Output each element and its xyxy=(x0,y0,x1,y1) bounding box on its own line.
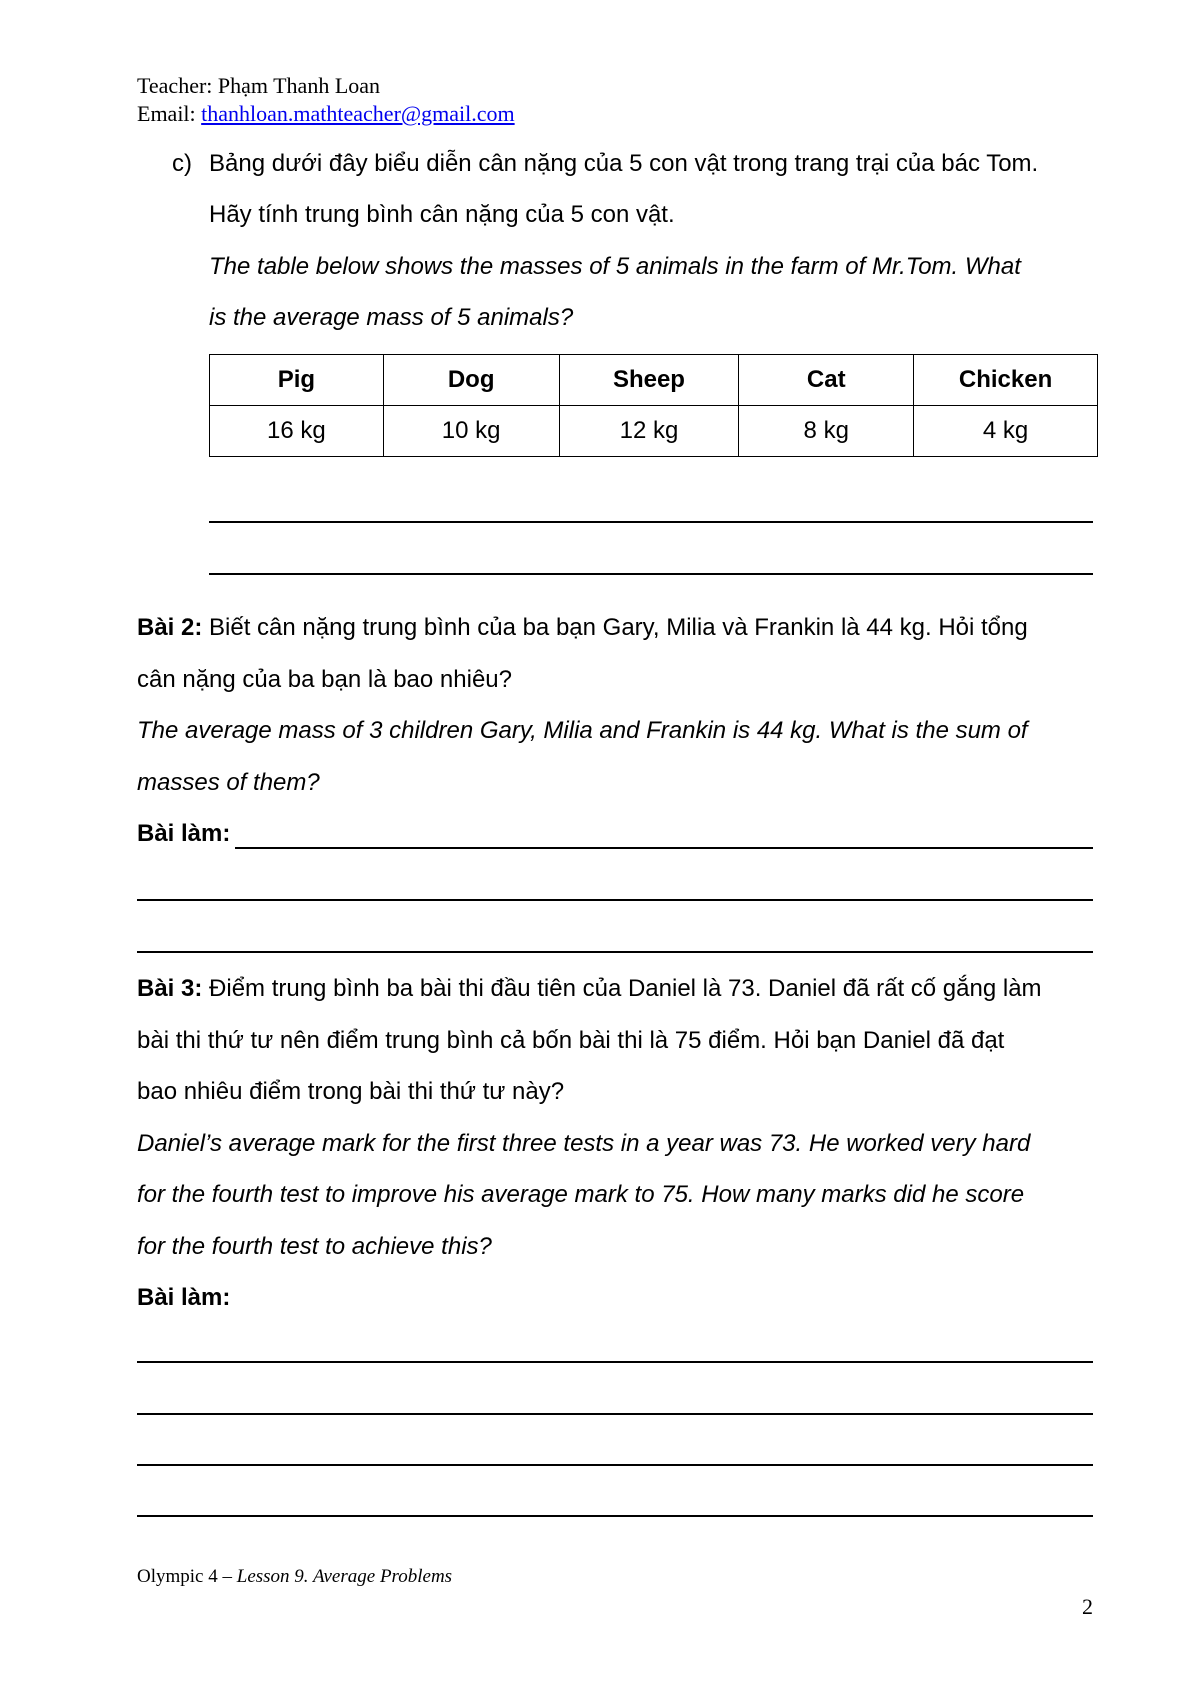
answer-line xyxy=(137,1361,1093,1363)
part-c-en-line-1: The table below shows the masses of 5 animals in the farm of Mr.Tom. What xyxy=(209,253,1021,280)
answer-line xyxy=(137,1464,1093,1466)
bai3-vi-line-2: bài thi thứ tư nên điểm trung bình cả bốn bài thi là 75 điểm. Hỏi bạn Daniel đã đạt xyxy=(137,1027,1005,1054)
table-header-cell: Dog xyxy=(383,355,559,406)
animal-mass-table xyxy=(209,354,1098,457)
bai3-vi-text-1: Điểm trung bình ba bài thi đầu tiên của Daniel là 73. Daniel đã rất cố gắng làm xyxy=(202,975,1042,1002)
table-header-cell: Cat xyxy=(739,355,914,406)
footer-course: Olympic 4 – xyxy=(137,1566,237,1587)
part-c-vi-line-2: Hãy tính trung bình cân nặng của 5 con vật. xyxy=(209,201,675,228)
table-cell: 12 kg xyxy=(559,406,739,457)
bai2-vi-line-1 xyxy=(137,614,1028,642)
answer-line xyxy=(209,521,1093,523)
email-line xyxy=(137,100,515,128)
table-cell: 16 kg xyxy=(210,406,384,457)
answer-line xyxy=(137,951,1093,953)
table-row xyxy=(210,406,1098,457)
answer-line xyxy=(209,573,1093,575)
page-header xyxy=(137,72,515,128)
bai2-vi-text-1: Biết cân nặng trung bình của ba bạn Gary, Milia và Frankin là 44 kg. Hỏi tổng xyxy=(202,614,1028,641)
table-cell: 8 kg xyxy=(739,406,914,457)
bai3-en-line-1: Daniel’s average mark for the first three tests in a year was 73. He worked very hard xyxy=(137,1130,1031,1157)
bai3-en-line-2: for the fourth test to improve his average mark to 75. How many marks did he score xyxy=(137,1181,1025,1208)
part-c-vi-line-1: Bảng dưới đây biểu diễn cân nặng của 5 con vật trong trang trại của bác Tom. xyxy=(209,150,1039,177)
bai3-answer-label: Bài làm: xyxy=(137,1284,231,1311)
bai3-vi-line-1 xyxy=(137,975,1042,1003)
table-cell: 4 kg xyxy=(914,406,1098,457)
table-header-cell: Sheep xyxy=(559,355,739,406)
bai2-en-line-2: masses of them? xyxy=(137,769,320,796)
answer-line xyxy=(137,1515,1093,1517)
footer-lesson: Lesson 9. Average Problems xyxy=(236,1566,453,1587)
email-link[interactable]: thanhloan.mathteacher@gmail.com xyxy=(201,101,515,126)
bai2-en-line-1: The average mass of 3 children Gary, Milia and Frankin is 44 kg. What is the sum of xyxy=(137,717,1028,744)
bai2-vi-line-2: cân nặng của ba bạn là bao nhiêu? xyxy=(137,666,512,693)
bai2-answer-label: Bài làm: xyxy=(137,820,231,847)
email-label: Email: xyxy=(137,101,202,126)
answer-line xyxy=(137,1413,1093,1415)
table-header-cell: Pig xyxy=(210,355,384,406)
page-number: 2 xyxy=(1082,1594,1093,1619)
answer-line xyxy=(137,899,1093,901)
teacher-name: Teacher: Phạm Thanh Loan xyxy=(137,73,381,98)
table-header-row xyxy=(210,355,1098,406)
bai3-label: Bài 3: xyxy=(137,975,203,1002)
answer-line xyxy=(235,847,1093,849)
bai2-label: Bài 2: xyxy=(137,614,203,641)
table-cell: 10 kg xyxy=(383,406,559,457)
part-c-label: c) xyxy=(172,150,192,177)
table-header-cell: Chicken xyxy=(914,355,1098,406)
bai3-vi-line-3: bao nhiêu điểm trong bài thi thứ tư này? xyxy=(137,1078,565,1105)
part-c-en-line-2: is the average mass of 5 animals? xyxy=(209,304,574,331)
bai3-en-line-3: for the fourth test to achieve this? xyxy=(137,1233,492,1260)
page-footer xyxy=(137,1566,452,1588)
